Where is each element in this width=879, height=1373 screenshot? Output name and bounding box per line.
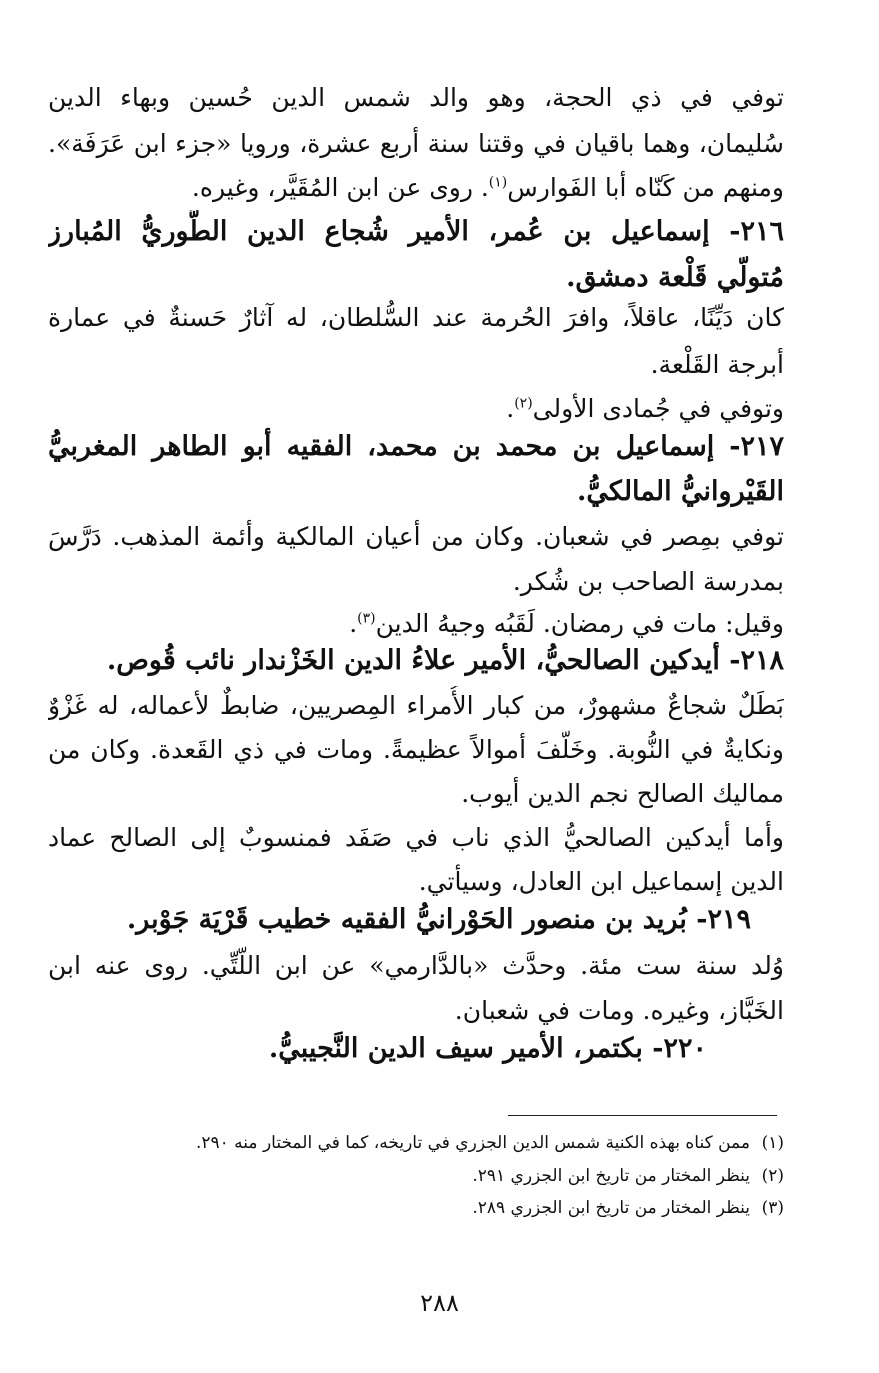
footnote-ref: (١) <box>488 174 508 191</box>
entry-heading: ٢١٩- بُريد بن منصور الحَوْرانيُّ الفقيه خطيب قَرْيَة جَوْبر. <box>126 904 751 935</box>
text-segment: ومنهم من كَنّاه أبا الفَوارس <box>507 173 784 202</box>
text-line <box>349 604 784 644</box>
footnote-number: (٣) <box>761 1198 784 1218</box>
text-line: بَطَلٌ شجاعٌ مشهورٌ، من كبار الأُمراء المِصريين، ضابطٌ لأعماله، له غَزْوٌ <box>48 691 784 720</box>
footnote-number: (٢) <box>761 1166 784 1186</box>
footnote-divider <box>508 1115 777 1116</box>
text-line: توفي في ذي الحجة، وهو والد شمس الدين حُسين وبهاء الدين <box>48 83 784 112</box>
text-line: كان دَيِّنًا، عاقلاً، وافرَ الحُرمة عند السُّلطان، له آثارٌ حَسنةٌ في عمارة <box>48 303 784 332</box>
entry-heading: ٢١٦- إسماعيل بن عُمر، الأمير شُجاع الدين الطُّوريُّ المُبارز <box>48 216 784 247</box>
text-line: أبرجة القَلْعة. <box>650 350 784 379</box>
text-segment: . روى عن ابن المُقَيَّر، وغيره. <box>191 173 489 202</box>
text-segment: . <box>349 609 358 638</box>
entry-heading: ٢١٧- إسماعيل بن محمد بن محمد، الفقيه أبو الطاهر المغربيُّ <box>48 431 784 462</box>
entry-heading: ٢١٨- أيدكين الصالحيُّ، الأمير علاءُ الدين الخَزْندار نائب قُوص. <box>106 645 784 676</box>
footnote-text: ينظر المختار من تاريخ ابن الجزري ٢٩١. <box>472 1166 750 1186</box>
text-line: مماليك الصالح نجم الدين أيوب. <box>461 779 784 808</box>
entry-heading: ٢٢٠- بكتمر، الأمير سيف الدين النَّجيبيُّ. <box>268 1033 707 1064</box>
text-line <box>506 389 784 429</box>
text-line: سُليمان، وهما باقيان في وقتنا سنة أربع عشرة، ورويا «جزء ابن عَرَفَة». <box>48 129 784 158</box>
footnote <box>90 1193 784 1223</box>
text-line: الخَبَّاز، وغيره. ومات في شعبان. <box>454 996 784 1025</box>
text-line: وُلد سنة ست مئة. وحدَّث «بالدَّارمي» عن ابن اللَّتِّي. روى عنه ابن <box>48 951 784 980</box>
footnote-ref: (٣) <box>357 610 376 627</box>
footnote-text: ممن كناه بهذه الكنية شمس الدين الجزري في تاريخه، كما في المختار منه ٢٩٠. <box>195 1133 750 1153</box>
footnote-ref: (٢) <box>514 395 533 412</box>
text-line: الدين إسماعيل ابن العادل، وسيأتي. <box>418 867 784 896</box>
footnote <box>90 1128 784 1158</box>
text-line <box>192 168 784 208</box>
text-segment: . <box>506 394 515 423</box>
entry-heading: مُتولّي قَلْعة دمشق. <box>566 262 784 293</box>
footnote-number: (١) <box>761 1133 784 1153</box>
text-line: ونكايةٌ في النُّوبة. وخَلَّفَ أموالاً عظيمةً. ومات في ذي القَعدة. وكان من <box>48 735 784 764</box>
text-line: بمدرسة الصاحب بن شُكر. <box>512 567 784 596</box>
text-line: وأما أيدكين الصالحيُّ الذي ناب في صَفَد فمنسوبٌ إلى الصالح عماد <box>48 823 784 852</box>
entry-heading: القَيْروانيُّ المالكيُّ. <box>577 476 784 507</box>
footnote <box>90 1161 784 1191</box>
text-line: توفي بمِصر في شعبان. وكان من أعيان المالكية وأئمة المذهب. دَرَّسَ <box>48 522 784 551</box>
footnote-text: ينظر المختار من تاريخ ابن الجزري ٢٨٩. <box>472 1198 750 1218</box>
page-number: ٢٨٨ <box>420 1289 459 1317</box>
text-segment: وقيل: مات في رمضان. لَقَبُه وجيهُ الدين <box>375 609 784 638</box>
text-segment: وتوفي في جُمادى الأولى <box>532 394 784 423</box>
